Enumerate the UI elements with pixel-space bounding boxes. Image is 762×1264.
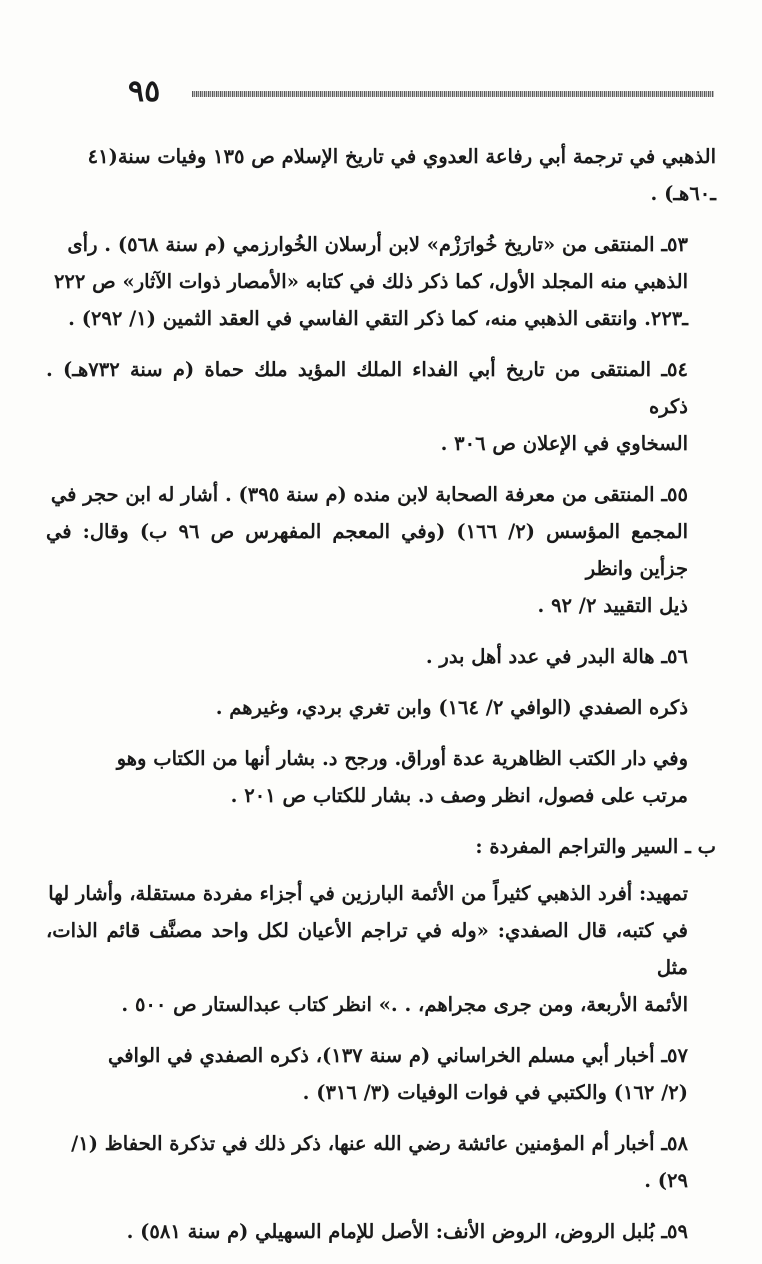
- text-line: ٥٣ـ المنتقى من «تاريخ خُوارَزْم» لابن أرسلان الخُوارزمي (م سنة ٥٦٨) . رأى: [67, 233, 688, 256]
- entry-56: [46, 638, 716, 675]
- text-line: تمهيد: أفرد الذهبي كثيراً من الأئمة البارزين في أجزاء مفردة مستقلة، وأشار لها: [48, 882, 688, 905]
- text-line: ذكره الصفدي (الوافي ٢/ ١٦٤) وابن تغري بردي، وغيرهم .: [215, 696, 688, 719]
- entry-56-note: [46, 689, 716, 726]
- text-line: (٢/ ١٦٢) والكتبي في فوات الوفيات (٣/ ٣١٦) .: [302, 1081, 688, 1104]
- section-heading: ب ـ السير والتراجم المفردة :: [475, 835, 716, 858]
- paragraph-continuation: [46, 138, 716, 212]
- text-line: الذهبي في ترجمة أبي رفاعة العدوي في تاريخ الإسلام ص ١٣٥ وفيات سنة(٤١: [87, 145, 716, 168]
- entry-55: [46, 476, 716, 624]
- entry-54: [46, 351, 716, 462]
- text-line: في كتبه، قال الصفدي: «وله في تراجم الأعيان لكل واحد مصنَّف قائم الذات، مثل: [46, 919, 688, 979]
- text-line: ٥٤ـ المنتقى من تاريخ أبي الفداء الملك المؤيد ملك حماة (م سنة ٧٣٢هـ) . ذكره: [46, 358, 688, 418]
- text-line: السخاوي في الإعلان ص ٣٠٦ .: [440, 432, 688, 455]
- text-line: ـ٢٢٣. وانتقى الذهبي منه، كما ذكر التقي الفاسي في العقد الثمين (١/ ٢٩٢) .: [68, 307, 688, 330]
- text-line: ـ٦٠هـ) .: [650, 182, 716, 205]
- text-line: مرتب على فصول، انظر وصف د. بشار للكتاب ص ٢٠١ .: [230, 784, 688, 807]
- page-header: [128, 72, 714, 112]
- text-line: ٥٦ـ هالة البدر في عدد أهل بدر .: [425, 645, 688, 668]
- text-line: ٥٩ـ بُلبل الروض، الروض الأنف: الأصل للإمام السهيلي (م سنة ٥٨١) .: [126, 1220, 688, 1243]
- text-line: ٥٥ـ المنتقى من معرفة الصحابة لابن منده (م سنة ٣٩٥) . أشار له ابن حجر في: [50, 483, 688, 506]
- text-line: المجمع المؤسس (٢/ ١٦٦) (وفي المعجم المفهرس ص ٩٦ ب) وقال: في جزأين وانظر: [46, 520, 688, 580]
- text-line: الذهبي منه المجلد الأول، كما ذكر ذلك في كتابه «الأمصار ذوات الآثار» ص ٢٢٢: [53, 270, 688, 293]
- text-line: ٥٨ـ أخبار أم المؤمنين عائشة رضي الله عنها، ذكر ذلك في تذكرة الحفاظ (١/: [71, 1132, 688, 1155]
- entry-56-detail: [46, 740, 716, 814]
- text-line: الأئمة الأربعة، ومن جرى مجراهم، . .» انظر كتاب عبدالستار ص ٥٠٠ .: [121, 993, 688, 1016]
- text-line: ذيل التقييد ٢/ ٩٢ .: [537, 594, 688, 617]
- entry-58: [46, 1125, 716, 1199]
- text-line: وفي دار الكتب الظاهرية عدة أوراق. ورجح د. بشار أنها من الكتاب وهو: [116, 747, 688, 770]
- page-body: [46, 138, 716, 1264]
- text-line: ٢٩) .: [644, 1169, 688, 1192]
- text-line: ٥٧ـ أخبار أبي مسلم الخراساني (م سنة ١٣٧)، ذكره الصفدي في الوافي: [107, 1044, 688, 1067]
- header-rule: [192, 91, 714, 97]
- entry-57: [46, 1037, 716, 1111]
- intro-paragraph: [46, 875, 716, 1023]
- page-number: ٩٥: [128, 74, 161, 109]
- entry-53: [46, 226, 716, 337]
- entry-59: [46, 1213, 716, 1250]
